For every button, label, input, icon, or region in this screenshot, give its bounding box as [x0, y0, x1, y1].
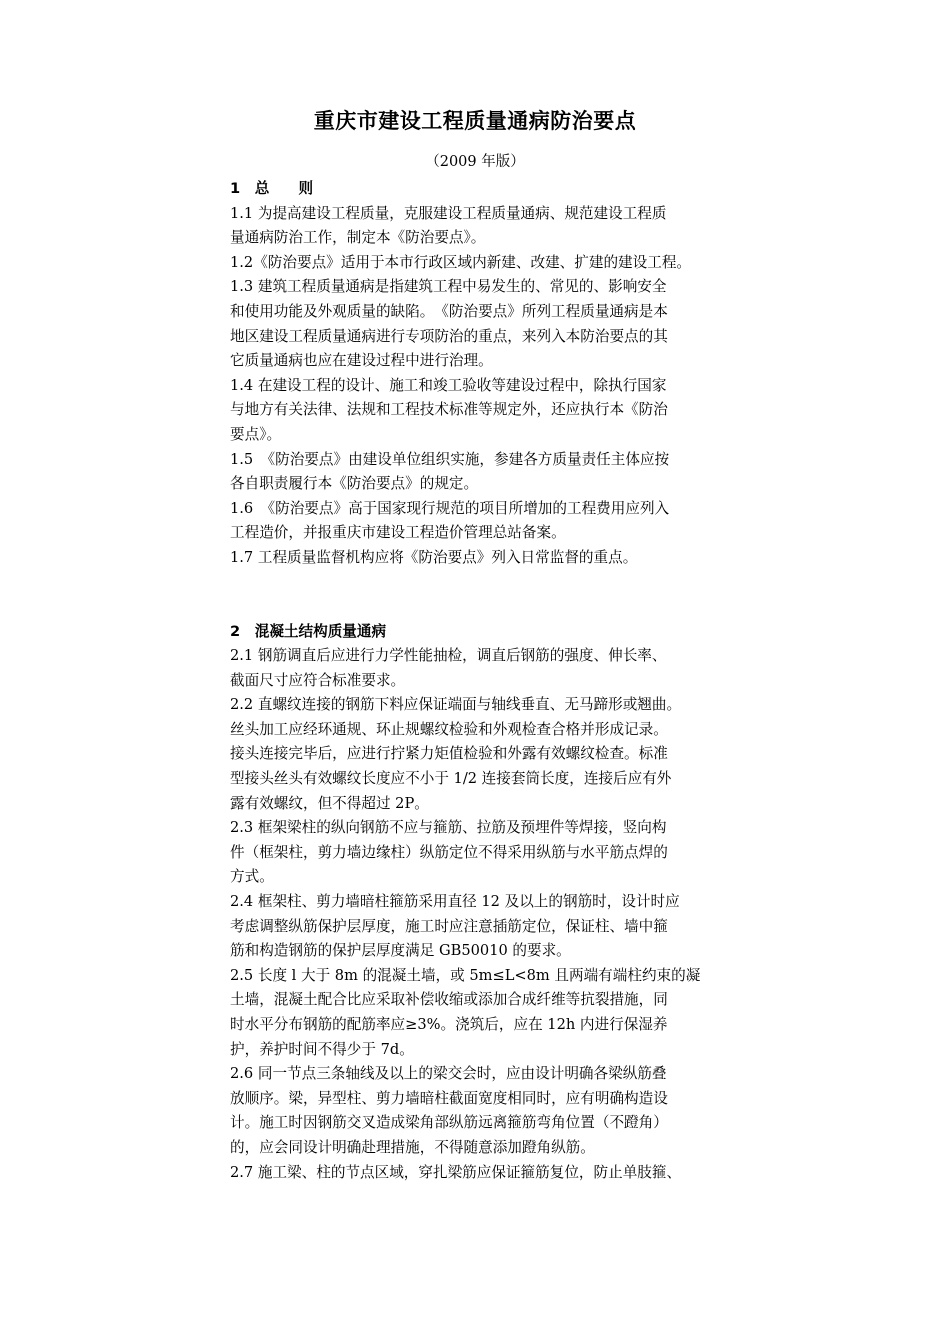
text-line: 1.1 为提高建设工程质量，克服建设工程质量通病、规范建设工程质 — [230, 204, 667, 222]
document-body — [230, 177, 760, 1185]
text-line: 各自职责履行本《防治要点》的规定。 — [230, 475, 479, 493]
document-subtitle: （2009 年版） — [425, 154, 525, 170]
document-title: 重庆市建设工程质量通病防治要点 — [313, 109, 637, 133]
text-line: 丝头加工应经环通规、环止规螺纹检验和外观检查合格并形成记录。 — [230, 720, 668, 738]
text-line: 要点》。 — [230, 425, 282, 443]
section-concrete — [230, 644, 760, 1185]
text-line: 方式。 — [230, 868, 274, 886]
text-line: 2.1 钢筋调直后应进行力学性能抽检，调直后钢筋的强度、伸长率、 — [230, 647, 667, 665]
section-heading-general: 1 总 则 — [230, 180, 314, 197]
text-line: 1.7 工程质量监督机构应将《防治要点》列入日常监督的重点。 — [230, 548, 638, 566]
text-line: 它质量通病也应在建设过程中进行治理。 — [230, 352, 493, 370]
text-line: 2.3 框架梁柱的纵向钢筋不应与箍筋、拉筋及预埋件等焊接，竖向构 — [230, 819, 667, 837]
text-line: 1.5 《防治要点》由建设单位组织实施，参建各方质量责任主体应按 — [230, 450, 670, 468]
text-line: 地区建设工程质量通病进行专项防治的重点，来列入本防治要点的其 — [230, 327, 668, 345]
text-line: 截面尺寸应符合标准要求。 — [230, 671, 406, 689]
text-line: 计。施工时因钢筋交叉造成梁角部纵筋远离箍筋弯角位置（不蹬角） — [230, 1114, 668, 1132]
section-spacer — [230, 571, 760, 620]
text-line: 1.2《防治要点》适用于本市行政区域内新建、改建、扩建的建设工程。 — [230, 253, 692, 271]
text-line: 工程造价，并报重庆市建设工程造价管理总站备案。 — [230, 524, 566, 542]
text-line: 土墙，混凝土配合比应采取补偿收缩或添加合成纤维等抗裂措施，同 — [230, 991, 668, 1009]
text-line: 考虑调整纵筋保护层厚度，施工时应注意插筋定位，保证柱、墙中箍 — [230, 917, 668, 935]
text-line: 件（框架柱，剪力墙边缘柱）纵筋定位不得采用纵筋与水平筋点焊的 — [230, 843, 668, 861]
text-line: 2.7 施工梁、柱的节点区域，穿扎梁筋应保证箍筋复位，防止单肢箍、 — [230, 1163, 682, 1181]
text-line: 1.4 在建设工程的设计、施工和竣工验收等建设过程中，除执行国家 — [230, 376, 667, 394]
text-line: 接头连接完毕后，应进行拧紧力矩值检验和外露有效螺纹检查。标准 — [230, 745, 668, 763]
text-line: 2.4 框架柱、剪力墙暗柱箍筋采用直径 12 及以上的钢筋时，设计时应 — [230, 893, 680, 911]
text-line: 和使用功能及外观质量的缺陷。 《防治要点》所列工程质量通病是本 — [230, 302, 668, 320]
text-line: 的，应会同设计明确赴理措施，不得随意添加蹬角纵筋。 — [230, 1138, 595, 1156]
text-line: 护，养护时间不得少于 7d。 — [230, 1040, 414, 1058]
section-general — [230, 202, 760, 571]
text-line: 1.3 建筑工程质量通病是指建筑工程中易发生的、常见的、影响安全 — [230, 278, 667, 296]
text-line: 型接头丝头有效螺纹长度应不小于 1/2 连接套筒长度，连接后应有外 — [230, 770, 672, 788]
section-heading-concrete: 2 混凝土结构质量通病 — [230, 622, 387, 640]
text-line: 1.6 《防治要点》高于国家现行规范的项目所增加的工程费用应列入 — [230, 499, 670, 517]
text-line: 放顺序。梁，异型柱、剪力墙暗柱截面宽度相同时，应有明确构造设 — [230, 1089, 668, 1107]
text-line: 2.2 直螺纹连接的钢筋下料应保证端面与轴线垂直、无马蹄形或翘曲。 — [230, 696, 682, 714]
text-line: 时水平分布钢筋的配筋率应≥3%。浇筑后，应在 12h 内进行保湿养 — [230, 1016, 668, 1033]
text-line: 2.6 同一节点三条轴线及以上的梁交会时，应由设计明确各梁纵筋叠 — [230, 1065, 667, 1083]
text-line: 筋和构造钢筋的保护层厚度满足 GB50010 的要求。 — [230, 942, 571, 960]
text-line: 2.5 长度 l 大于 8m 的混凝土墙，或 5m≤L<8m 且两端有端柱约束的凝 — [230, 966, 701, 984]
text-line: 量通病防治工作，制定本《防治要点》。 — [230, 229, 486, 247]
text-line: 与地方有关法律、法规和工程技术标准等规定外，还应执行本《防治 — [230, 401, 668, 419]
text-line: 露有效螺纹，但不得超过 2P。 — [230, 794, 429, 812]
